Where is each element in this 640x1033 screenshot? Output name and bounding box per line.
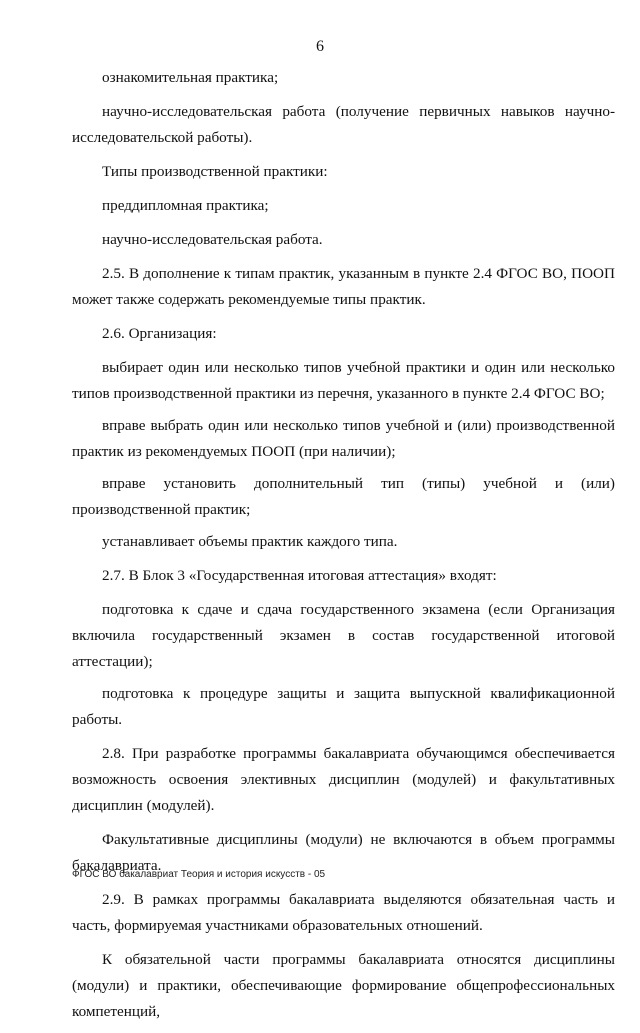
paragraph: Факультативные дисциплины (модули) не включаются в объем программы бакалавриата.: [72, 831, 615, 874]
paragraph: 2.9. В рамках программы бакалавриата выделяются обязательная часть и часть, формируемая участниками образовательных отношений.: [72, 891, 615, 934]
page-body: [72, 65, 615, 1033]
paragraph: преддипломная практика;: [102, 197, 269, 214]
page-footer: ФГОС ВО бакалавриат Теория и история искусств - 05: [72, 869, 326, 880]
paragraph: К обязательной части программы бакалавриата относятся дисциплины (модули) и практики, обеспечивающие формирование общепрофессиональных компетенций,: [72, 951, 615, 1020]
paragraph: вправе установить дополнительный тип (типы) учебной и (или) производственной практик;: [72, 475, 615, 518]
paragraph: 2.6. Организация:: [102, 325, 217, 342]
paragraph: подготовка к процедуре защиты и защита выпускной квалификационной работы.: [72, 685, 615, 728]
paragraph: устанавливает объемы практик каждого типа.: [102, 533, 398, 550]
paragraph: 2.7. В Блок 3 «Государственная итоговая аттестация» входят:: [102, 567, 497, 584]
paragraph: ознакомительная практика;: [102, 69, 279, 86]
paragraph: выбирает один или несколько типов учебной практики и один или несколько типов производственной практики из перечня, указанного в пункте 2.4 ФГОС ВО;: [72, 359, 615, 402]
paragraph: 2.5. В дополнение к типам практик, указанным в пункте 2.4 ФГОС ВО, ПООП может также содержать рекомендуемые типы практик.: [72, 265, 615, 308]
paragraph: вправе выбрать один или несколько типов учебной и (или) производственной практик из рекомендуемых ПООП (при наличии);: [72, 417, 615, 460]
page-number: 6: [316, 38, 324, 55]
paragraph: 2.8. При разработке программы бакалавриата обучающимся обеспечивается возможность освоения элективных дисциплин (модулей) и факультативных дисциплин (модулей).: [72, 745, 615, 814]
paragraph: Типы производственной практики:: [102, 163, 328, 180]
paragraph: подготовка к сдаче и сдача государственного экзамена (если Организация включила государственный экзамен в состав государственной итоговой аттестации);: [72, 601, 615, 670]
paragraph: научно-исследовательская работа (получение первичных навыков научно-исследовательской работы).: [72, 103, 615, 146]
paragraph: научно-исследовательская работа.: [102, 231, 323, 248]
